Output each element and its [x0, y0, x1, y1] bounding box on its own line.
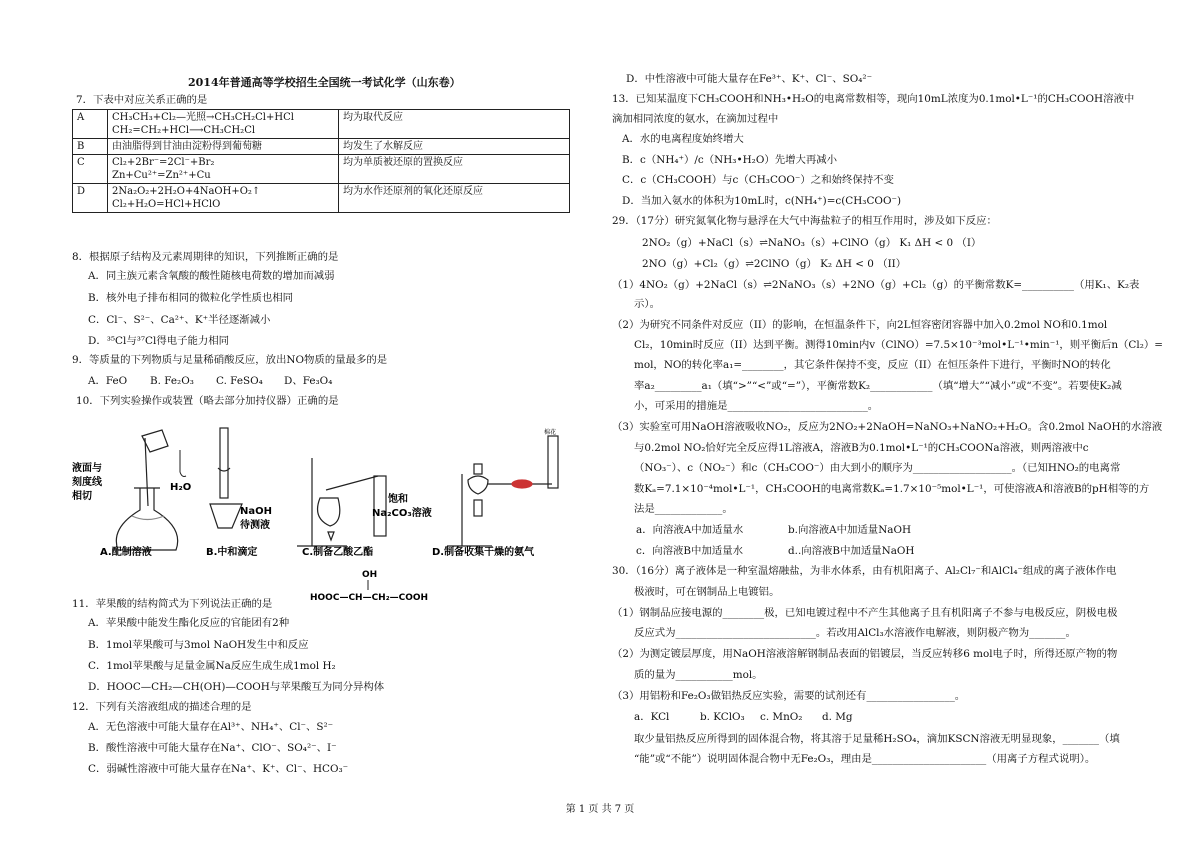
q11-option: D．HOOC—CH₂—CH(OH)—COOH与苹果酸互为同分异构体 [88, 681, 385, 693]
description-cell: 均为单质被还原的置换反应 [339, 155, 570, 184]
q29-line: 与0.2mol NO₂恰好完全反应得1L溶液A，溶液B为0.1mol•L⁻¹的CH₃COONa溶液，则两溶液中c [634, 442, 1089, 454]
diagram-c-caption: C.制备乙酸乙酯 [302, 547, 374, 558]
q7-table [72, 109, 570, 213]
table-row [73, 184, 570, 213]
q9-option: D、Fe₃O₄ [284, 375, 333, 387]
diagram-a-caption: A.配制溶液 [100, 547, 152, 558]
q13-option: A．水的电离程度始终增大 [622, 133, 744, 145]
q30-line: 质的量为___________mol。 [634, 669, 763, 681]
q29-line: 小，可采用的措施是___________________________。 [634, 400, 879, 412]
q29-line: （NO₃⁻）、c（NO₂⁻）和c（CH₃COO⁻）由大到小的顺序为___________________。（已知HNO₂的电离常 [634, 462, 1121, 474]
q8-stem: 8．根据原子结构及元素周期律的知识，下列推断正确的是 [72, 251, 339, 263]
q29-line: 29．（17分）研究氮氧化物与悬浮在大气中海盐粒子的相互作用时，涉及如下反应： [612, 215, 997, 227]
q29-equation: 2NO（g）+Cl₂（g）⇌2ClNO（g） K₂ ΔH < 0 （II） [642, 258, 907, 270]
flask-label-line: 相切 [72, 491, 92, 502]
equation-cell: Cl₂+2Br⁻=2Cl⁻+Br₂ Zn+Cu²⁺=Zn²⁺+Cu [108, 155, 339, 184]
q30-option: a．KCl [634, 711, 670, 723]
q12-option: C．弱碱性溶液中可能大量存在Na⁺、K⁺、Cl⁻、HCO₃⁻ [88, 763, 349, 775]
diagram-d-caption: D.制备收集干燥的氨气 [432, 547, 535, 558]
page-footer: 第 1 页 共 7 页 [565, 804, 635, 815]
flask-label-line: 刻度线 [72, 477, 102, 488]
na2co3-label: 饱和 [388, 494, 408, 505]
q30-line: 反应式为___________________________。若改用AlCl₃水溶液作电解液，则阴极产物为_______。 [634, 627, 1076, 639]
q30-option: d. Mg [822, 711, 853, 723]
exam-title: 2014年普通高等学校招生全国统一考试化学（山东卷） [188, 76, 461, 89]
water-label: H₂O [170, 482, 192, 493]
description-cell: 均为取代反应 [339, 110, 570, 139]
q30-line: 极液时，可在钢制品上电镀铝。 [634, 586, 780, 598]
q29-line: 法是_____________。 [634, 503, 733, 515]
q29-option: d..向溶液B中加适量NaOH [788, 545, 915, 557]
table-row [73, 110, 570, 139]
q8-option: A．同主族元素含氧酸的酸性随核电荷数的增加而减弱 [88, 270, 335, 282]
q8-option: D．³⁵Cl与³⁷Cl得电子能力相同 [88, 335, 230, 347]
q30-line: 取少量铝热反应所得到的固体混合物，将其溶于足量稀H₂SO₄，滴加KSCN溶液无明显现象，_______（填 [634, 733, 1120, 745]
q29-option: a．向溶液A中加适量水 [636, 524, 744, 536]
q29-equation: 2NO₂（g）+NaCl（s）⇌NaNO₃（s）+ClNO（g） K₁ ΔH < 0 （I） [642, 237, 982, 249]
q13-line: 13．已知某温度下CH₃COOH和NH₃•H₂O的电离常数相等，现向10mL浓度为0.1mol•L⁻¹的CH₃COOH溶液中 [612, 93, 1135, 105]
q29-line: （1）4NO₂（g）+2NaCl（s）⇌2NaNO₃（s）+2NO（g）+Cl₂（g）的平衡常数K=__________（用K₁、K₂表 [612, 279, 1140, 291]
apparatus-diagrams [72, 428, 577, 560]
row-key: D [73, 184, 108, 213]
q9-stem: 9．等质量的下列物质与足量稀硝酸反应，放出NO物质的量最多的是 [72, 354, 388, 366]
q29-line: 数Kₐ=7.1×10⁻⁴mol•L⁻¹，CH₃COOH的电离常数Kₐ=1.7×10⁻⁵mol•L⁻¹，可使溶液A和溶液B的pH相等的方 [634, 483, 1150, 495]
q29-line: 率a₂_________a₁（填“>”“<”或“=”），平衡常数K₂____________（填“增大”“减小”或“不变”。若要使K₂减 [634, 380, 1122, 392]
equation-cell: 2Na₂O₂+2H₂O+4NaOH+O₂↑ Cl₂+H₂O=HCl+HClO [108, 184, 339, 213]
description-cell: 均发生了水解反应 [339, 139, 570, 155]
molecule-chain: HOOC—CH—CH₂—COOH [310, 593, 429, 603]
q30-line: （1）钢制品应接电源的________极，已知电镀过程中不产生其他离子且有机阳离子不参与电极反应，阴极电极 [612, 607, 1118, 619]
equation-cell: 由油脂得到甘油由淀粉得到葡萄糖 [108, 139, 339, 155]
q29-line: （3）实验室可用NaOH溶液吸收NO₂，反应为2NO₂+2NaOH=NaNO₃+NaNO₂+H₂O。含0.2mol NaOH的水溶液 [612, 421, 1163, 433]
q12-option: D．中性溶液中可能大量存在Fe³⁺、K⁺、Cl⁻、SO₄²⁻ [626, 73, 873, 85]
q29-line: （2）为研究不同条件对反应（II）的影响，在恒温条件下，向2L恒容密闭容器中加入0.2mol NO和0.1mol [612, 319, 1108, 331]
q29-line: 示）。 [634, 298, 660, 310]
q9-option: C. FeSO₄ [216, 375, 263, 387]
q13-option: B．c（NH₄⁺）/c（NH₃•H₂O）先增大再减小 [622, 154, 838, 166]
ester-apparatus-diagram [297, 458, 386, 546]
malic-acid-structure [310, 566, 530, 606]
ammonia-apparatus-diagram [447, 436, 558, 546]
q29-line: mol，NO的转化率a₁=________，其它条件保持不变，反应（II）在恒压条件下进行，平衡时NO的转化 [634, 359, 1111, 371]
q12-option: B．酸性溶液中可能大量存在Na⁺、ClO⁻、SO₄²⁻、I⁻ [88, 742, 337, 754]
q8-option: B．核外电子排布相同的微粒化学性质也相同 [88, 292, 294, 304]
q13-line: 滴加相同浓度的氨水，在滴加过程中 [612, 113, 779, 125]
q29-line: Cl₂，10min时反应（II）达到平衡。测得10min内v（ClNO）=7.5×10⁻³mol•L⁻¹•min⁻¹，则平衡后n（Cl₂）= [634, 339, 1163, 351]
row-key: B [73, 139, 108, 155]
table-row [73, 139, 570, 155]
q11-option: C．1mol苹果酸与足量金属Na反应生成生成1mol H₂ [88, 660, 336, 672]
description-cell: 均为水作还原剂的氧化还原反应 [339, 184, 570, 213]
q9-option: B. Fe₂O₃ [150, 375, 194, 387]
equation-cell: CH₃CH₃+Cl₂—光照→CH₃CH₂Cl+HCl CH₂=CH₂+HCl⟶CH₃CH₂Cl [108, 110, 339, 139]
flask-label-line: 液面与 [72, 463, 102, 474]
q11-stem: 11．苹果酸的结构简式为下列说法正确的是 [72, 598, 273, 610]
burette-diagram [210, 428, 242, 528]
cotton-label: 棉花 [544, 429, 557, 436]
table-row [73, 155, 570, 184]
q8-option: C．Cl⁻、S²⁻、Ca²⁺、K⁺半径逐渐减小 [88, 314, 271, 326]
q29-option: b.向溶液A中加适量NaOH [788, 524, 912, 536]
hydroxyl-label: OH [362, 570, 378, 580]
q12-stem: 12．下列有关溶液组成的描述合理的是 [72, 701, 252, 713]
q30-line: （2）为测定镀层厚度，用NaOH溶液溶解钢制品表面的铝镀层，当反应转移6 mol电子时，所得还原产物的物 [612, 648, 1118, 660]
q13-option: C．c（CH₃COOH）与c（CH₃COO⁻）之和始终保持不变 [622, 174, 894, 186]
q30-line: “能”或“不能”）说明固体混合物中无Fe₂O₃，理由是______________________（用离子方程式说明）。 [634, 753, 1096, 765]
row-key: A [73, 110, 108, 139]
q13-option: D．当加入氨水的体积为10mL时，c(NH₄⁺)=c(CH₃COO⁻) [622, 195, 902, 207]
na2co3-label: Na₂CO₃溶液 [372, 508, 432, 519]
q10-stem: 10．下列实验操作或装置（略去部分加持仪器）正确的是 [76, 395, 339, 407]
q9-option: A．FeO [88, 375, 128, 387]
q30-option: b. KClO₃ [700, 711, 745, 723]
q30-line: （3）用铝粉和Fe₂O₃做铝热反应实验，需要的试剂还有_________________。 [612, 690, 966, 702]
q7-stem: 7．下表中对应关系正确的是 [76, 94, 208, 106]
q12-option: A．无色溶液中可能大量存在Al³⁺、NH₄⁺、Cl⁻、S²⁻ [88, 721, 334, 733]
naoh-label: 待测液 [240, 520, 270, 531]
naoh-label: NaOH [240, 506, 272, 517]
diagram-b-caption: B.中和滴定 [206, 547, 258, 558]
q29-option: c．向溶液B中加适量水 [636, 545, 743, 557]
q11-option: A．苹果酸中能发生酯化反应的官能团有2种 [88, 617, 290, 629]
q30-line: 30．（16分）离子液体是一种室温熔融盐，为非水体系，由有机阳离子、Al₂Cl₇⁻和AlCl₄⁻组成的离子液体作电 [612, 565, 1117, 577]
q11-option: B．1mol苹果酸可与3mol NaOH发生中和反应 [88, 639, 309, 651]
q30-option: c. MnO₂ [760, 711, 803, 723]
row-key: C [73, 155, 108, 184]
